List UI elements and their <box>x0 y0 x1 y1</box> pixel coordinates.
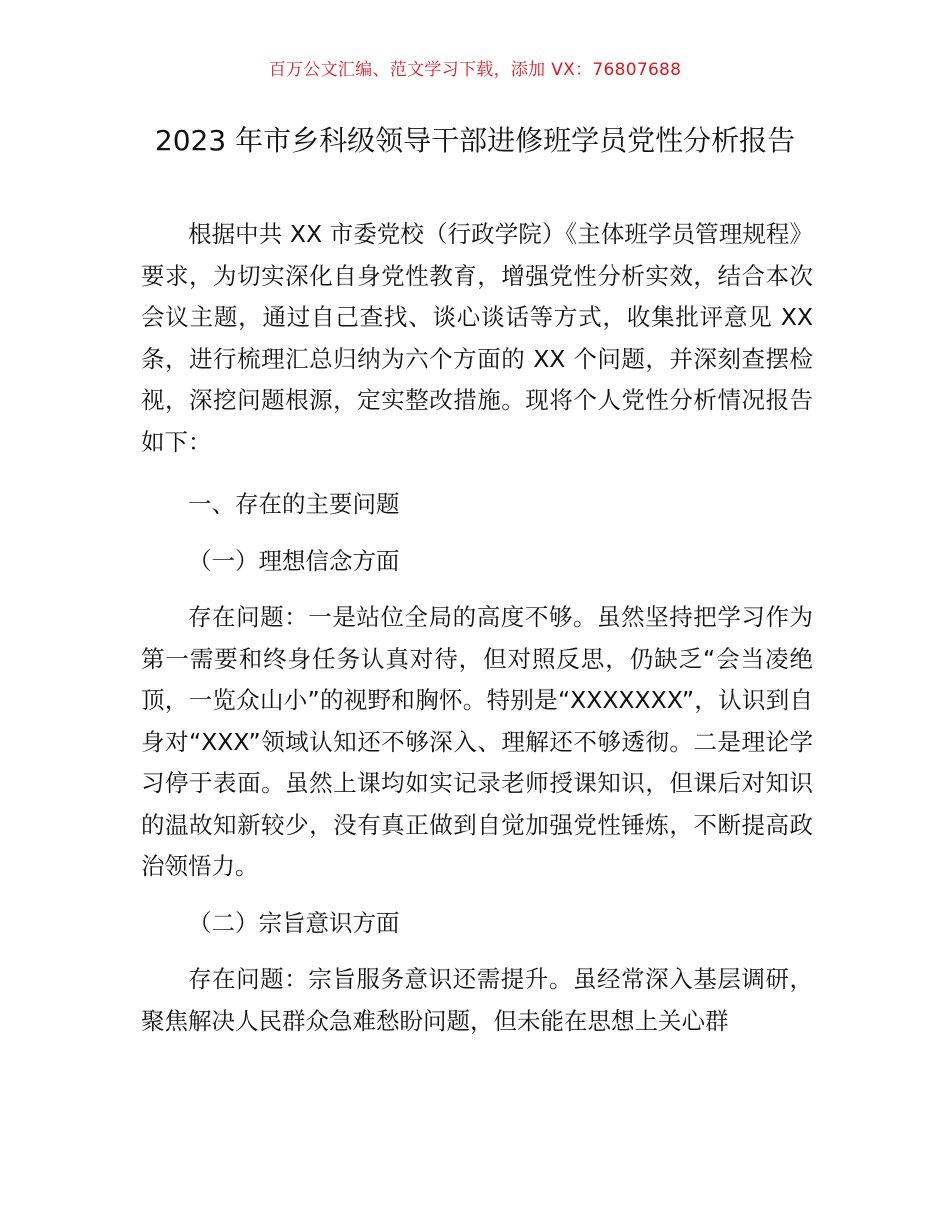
problem-paragraph-ideals: 存在问题：一是站位全局的高度不够。虽然坚持把学习作为第一需要和终身任务认真对待，但对照反思，仍缺乏“会当凌绝顶，一览众山小”的视野和胸怀。特别是“XXXXXXX”，认识到自身对“XXX”领域认知还不够深入、理解还不够透彻。二是理论学习停于表面。虽然上课均如实记录老师授课知识，但课后对知识的温故知新较少，没有真正做到自觉加强党性锤炼，不断提高政治领悟力。 <box>141 603 813 880</box>
section-heading: 一、存在的主要问题 <box>188 490 400 518</box>
subsection-heading-ideals: （一）理想信念方面 <box>188 546 400 575</box>
intro-paragraph: 根据中共 XX 市委党校（行政学院）《主体班学员管理规程》要求，为切实深化自身党性教育，增强党性分析实效，结合本次会议主题，通过自己查找、谈心谈话等方式，收集批评意见 XX 条，进行梳理汇总归纳为六个方面的 XX 个问题，并深刻查摆检视，深挖问题根源，定实整改措施。现将个人党性分析情况报告如下： <box>141 220 813 456</box>
header-banner: 百万公文汇编、范文学习下载，添加 VX：76807688 <box>268 60 682 80</box>
document-body <box>141 214 813 1042</box>
subsection-heading-purpose: （二）宗旨意识方面 <box>188 908 400 937</box>
problem-paragraph-purpose: 存在问题：宗旨服务意识还需提升。虽经常深入基层调研，聚焦解决人民群众急难愁盼问题，但未能在思想上关心群 <box>141 965 813 1035</box>
document-title: 2023 年市乡科级领导干部进修班学员党性分析报告 <box>154 124 796 157</box>
